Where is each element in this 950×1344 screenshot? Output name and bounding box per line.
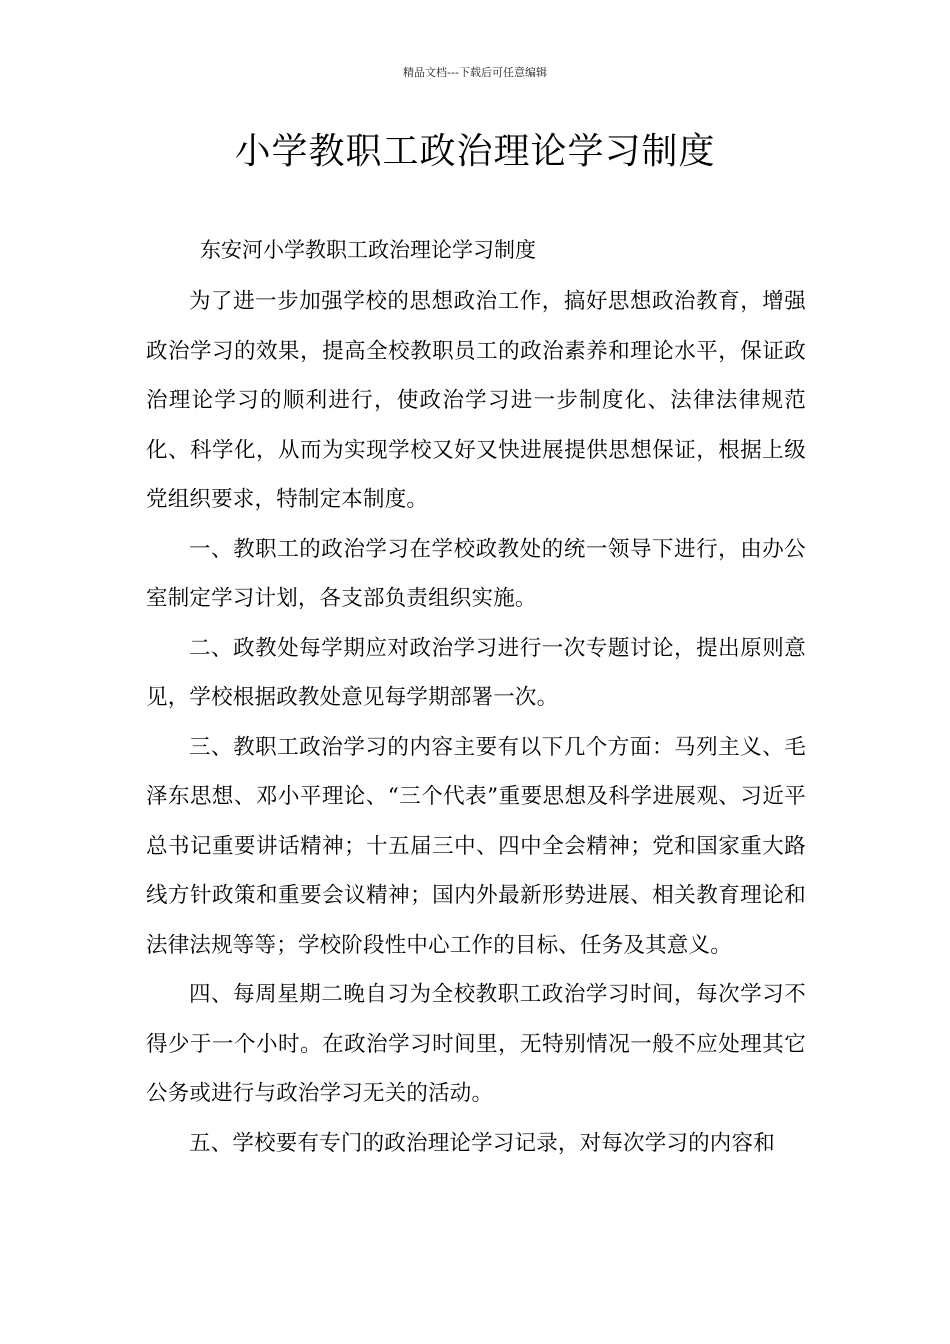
paragraph-item-4: 四、每周星期二晚自习为全校教职工政治学习时间，每次学习不得少于一个小时。在政治学习时间里，无特别情况一般不应处理其它公务或进行与政治学习无关的活动。 [146, 982, 806, 1106]
paragraph-item-1: 一、教职工的政治学习在学校政教处的统一领导下进行，由办公室制定学习计划，各支部负责组织实施。 [146, 536, 806, 611]
paragraph-item-3: 三、教职工政治学习的内容主要有以下几个方面：马列主义、毛泽东思想、邓小平理论、“三个代表”重要思想及科学进展观、习近平总书记重要讲话精神；十五届三中、四中全会精神；党和国家重大路线方针政策和重要会议精神；国内外最新形势进展、相关教育理论和法律法规等等；学校阶段性中心工作的目标、任务及其意义。 [146, 734, 806, 958]
paragraph-item-5: 五、学校要有专门的政治理论学习记录，对每次学习的内容和 [189, 1130, 775, 1156]
document-title: 小学教职工政治理论学习制度 [234, 131, 716, 172]
header-note: 精品文档---下载后可任意编辑 [403, 66, 547, 79]
paragraph-item-2: 二、政教处每学期应对政治学习进行一次专题讨论，提出原则意见，学校根据政教处意见每学期部署一次。 [146, 635, 806, 710]
document-subtitle: 东安河小学教职工政治理论学习制度 [200, 238, 536, 262]
document-body [146, 277, 806, 1168]
paragraph-intro: 为了进一步加强学校的思想政治工作，搞好思想政治教育，增强政治学习的效果，提高全校教职员工的政治素养和理论水平，保证政治理论学习的顺利进行，使政治学习进一步制度化、法律法律规范化、科学化，从而为实现学校又好又快进展提供思想保证，根据上级党组织要求，特制定本制度。 [146, 289, 806, 512]
